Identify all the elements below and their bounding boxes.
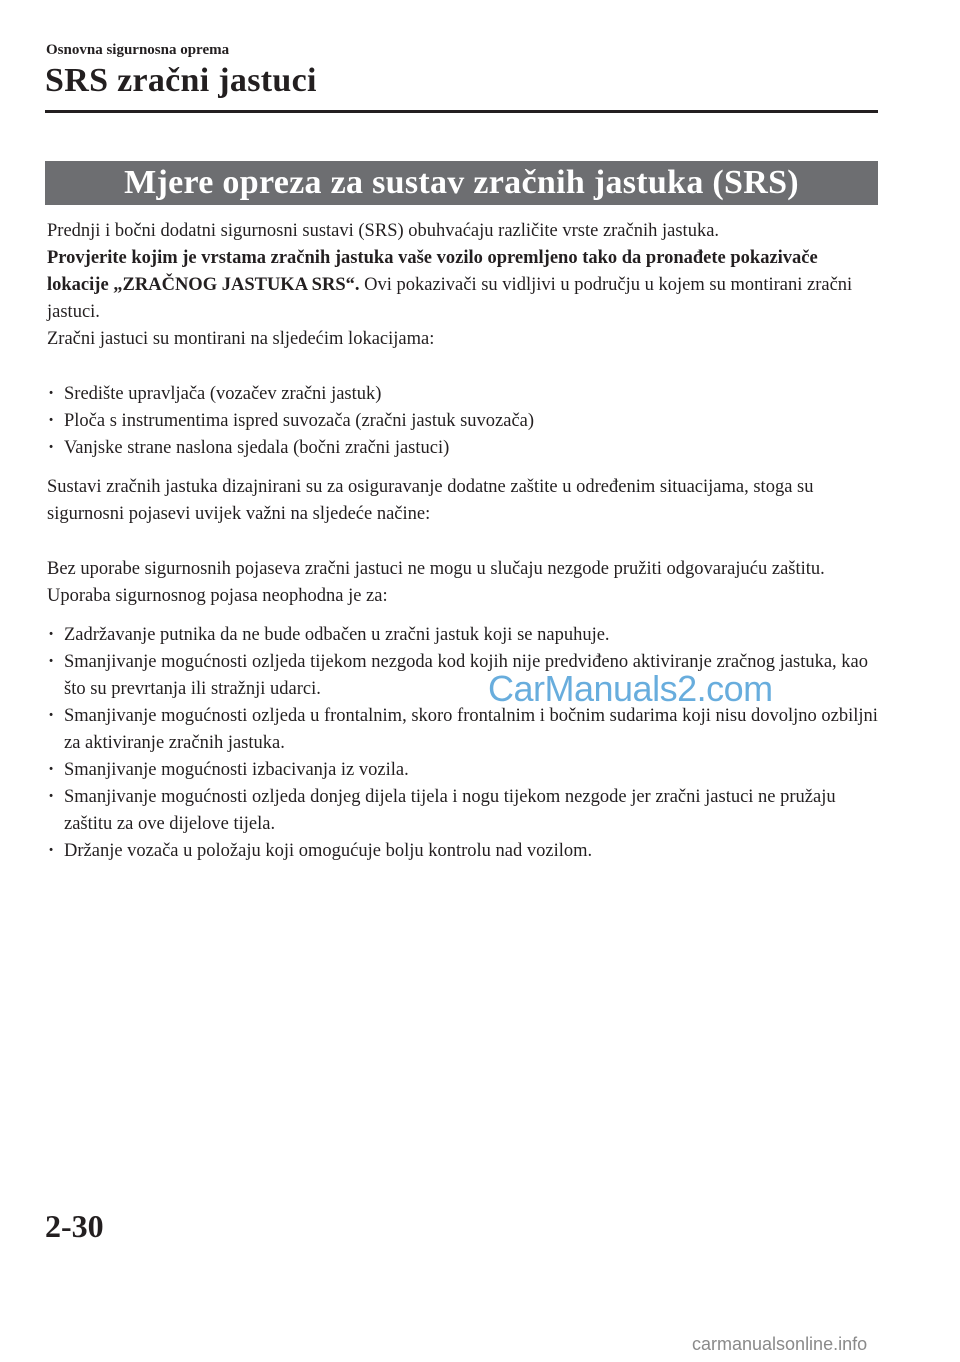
page-title-banner: Mjere opreza za sustav zračnih jastuka (SRS) bbox=[45, 161, 878, 205]
page-number: 2-30 bbox=[45, 1208, 104, 1244]
list-item: · Držanje vozača u položaju koji omogućuje bolju kontrolu nad vozilom. bbox=[47, 838, 882, 865]
seatbelt-importance-paragraph: Sustavi zračnih jastuka dizajnirani su za osiguravanje dodatne zaštite u određenim situacijama, stoga su sigurnosni pojasevi uvijek važni na sljedeće načine: bbox=[47, 477, 814, 524]
list-item: · Smanjivanje mogućnosti ozljeda tijekom nezgoda kod kojih nije predviđeno aktiviranje zračnog jastuka, kao što su prevrtanja ili stražnji udarci. bbox=[47, 649, 882, 703]
spacer bbox=[47, 610, 882, 622]
intro-normal-text: Ovi pokazivači su vidljivi u području u kojem su montirani zračni jastuci. bbox=[47, 275, 853, 322]
page-content bbox=[47, 218, 882, 865]
list-item: · Ploča s instrumentima ispred suvozača (zračni jastuk suvozača) bbox=[47, 408, 882, 435]
intro-paragraph bbox=[47, 245, 882, 326]
intro-bold-text: Provjerite kojim je vrstama zračnih jastuka vaše vozilo opremljeno tako da pronađete pokazivače lokacije „ZRAČNOG JASTUKA SRS“. bbox=[47, 248, 818, 295]
list-item: · Vanjske strane naslona sjedala (bočni zračni jastuci) bbox=[47, 435, 882, 462]
watermark: CarManuals2.com bbox=[488, 668, 773, 709]
seatbelt-uses-list bbox=[47, 622, 882, 865]
header-divider bbox=[45, 110, 878, 113]
spacer bbox=[47, 462, 882, 474]
breadcrumb: Osnovna sigurnosna oprema bbox=[46, 42, 230, 58]
spacer bbox=[47, 528, 882, 556]
list-item: · Središte upravljača (vozačev zračni jastuk) bbox=[47, 381, 882, 408]
list-item: · Smanjivanje mogućnosti ozljeda u frontalnim, skoro frontalnim i bočnim sudarima koji nisu dovoljno ozbiljni za aktiviranje zračnih jastuka. bbox=[47, 703, 882, 757]
airbag-locations-list bbox=[47, 381, 882, 462]
seatbelt-necessity-paragraph: Bez uporabe sigurnosnih pojaseva zračni jastuci ne mogu u slučaju nezgode pružiti odgovarajuću zaštitu. Uporaba sigurnosnog pojasa neophodna je za: bbox=[47, 559, 825, 606]
section-title: SRS zračni jastuci bbox=[45, 62, 317, 99]
locations-intro: Zračni jastuci su montirani na sljedećim lokacijama: bbox=[47, 329, 435, 349]
footer-url: carmanualsonline.info bbox=[692, 1334, 868, 1354]
list-item: · Zadržavanje putnika da ne bude odbačen u zračni jastuk koji se napuhuje. bbox=[47, 622, 882, 649]
list-item: · Smanjivanje mogućnosti izbacivanja iz vozila. bbox=[47, 757, 882, 784]
intro-line: Prednji i bočni dodatni sigurnosni sustavi (SRS) obuhvaćaju različite vrste zračnih jastuka. bbox=[47, 221, 720, 241]
spacer bbox=[47, 353, 882, 381]
list-item: · Smanjivanje mogućnosti ozljeda donjeg dijela tijela i nogu tijekom nezgode jer zračni jastuci ne pružaju zaštitu za ove dijelove tijela. bbox=[47, 784, 882, 838]
